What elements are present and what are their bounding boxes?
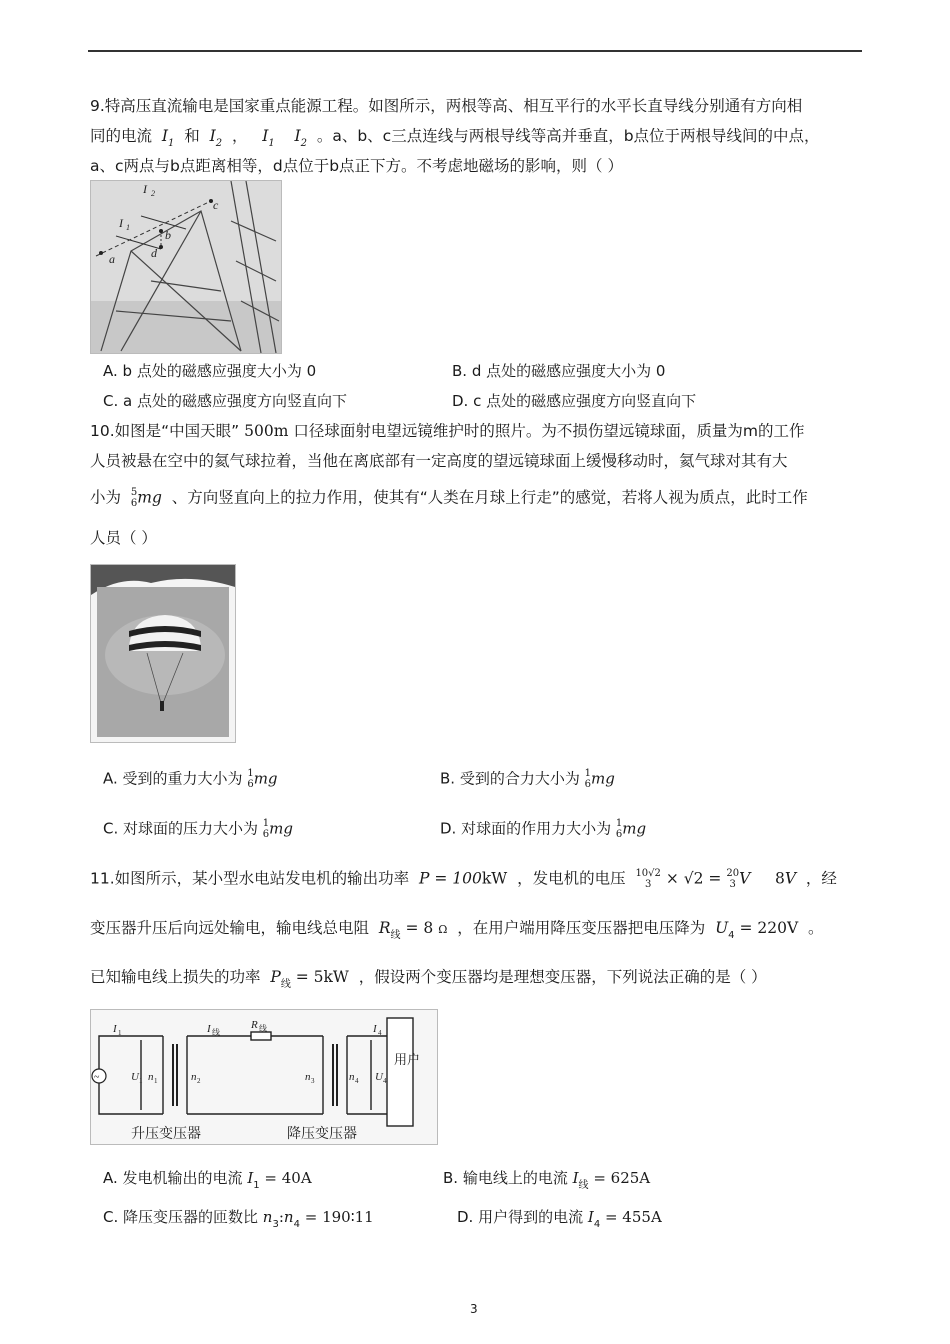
- q9-option-d[interactable]: D. c 点处的磁感应强度方向竖直向下: [452, 392, 697, 410]
- fig-label-d: d: [151, 246, 157, 260]
- q9-power-line-photo: [90, 180, 282, 354]
- diagram-label-u1: U: [131, 1071, 139, 1083]
- q9-option-b[interactable]: B. d 点处的磁感应强度大小为 0: [452, 362, 666, 380]
- diagram-label-i4: I: [373, 1023, 377, 1035]
- q11-line-2: 变压器升压后向远处输电，输电线总电阻 $R_线 = 8$ Ω ，在用户端用降压变压器把电压降为 $U_4 = 220V$ 。: [90, 919, 824, 941]
- q11-line-1: 11.如图所示，某小型水电站发电机的输出功率 P = 100kW ，发电机的电压 10√2 3 × √2 = 20 3 V 8V ，经: [90, 868, 837, 890]
- svg-text:线: 线: [212, 1028, 220, 1037]
- q11-line-3: 已知输电线上损失的功率 $P_线 = 5kW$ ，假设两个变压器均是理想变压器，下列说法正确的是（ ）: [90, 968, 767, 990]
- svg-text:2: 2: [197, 1077, 201, 1085]
- svg-text:3: 3: [311, 1077, 315, 1085]
- q10-option-b[interactable]: B. 受到的合力大小为 1 6 mg: [440, 768, 615, 790]
- svg-text:1: 1: [126, 223, 130, 232]
- diagram-label-r-line: R: [251, 1019, 258, 1031]
- q11-option-c[interactable]: C. 降压变压器的匝数比 $n_3:n_4$ = 190∶11: [103, 1208, 374, 1230]
- header-rule: [88, 50, 862, 52]
- fig-label-a: a: [109, 252, 115, 266]
- q9-line-3: a、c两点与b点距离相等，d点位于b点正下方。不考虑地磁场的影响，则（ ）: [90, 157, 623, 175]
- q10-line-4: 人员（ ）: [90, 529, 157, 547]
- diagram-label-i1: I: [113, 1023, 117, 1035]
- svg-text:1: 1: [154, 1077, 158, 1085]
- q11-option-b[interactable]: B. 输电线上的电流 $I_线 = 625A$: [443, 1169, 651, 1191]
- page-number: 3: [470, 1302, 478, 1316]
- q11-transformer-diagram: [90, 1009, 438, 1145]
- q11-option-d[interactable]: D. 用户得到的电流 $I_4 = 455A$: [457, 1208, 662, 1230]
- svg-text:1: 1: [118, 1029, 122, 1037]
- fig-label-i2: I: [143, 182, 147, 196]
- q10-option-c[interactable]: C. 对球面的压力大小为 1 6 mg: [103, 818, 293, 840]
- svg-text:4: 4: [378, 1029, 382, 1037]
- q10-line-1: 10.如图是“中国天眼” 500m 口径球面射电望远镜维护时的照片。为不损伤望远镜球面，质量为m的工作: [90, 422, 805, 440]
- diagram-label-n1: n: [148, 1071, 154, 1083]
- diagram-label-user: 用户: [394, 1052, 421, 1067]
- diagram-label-step-up: 升压变压器: [131, 1126, 201, 1142]
- fig-label-i1: I: [119, 216, 123, 230]
- fig-label-c: c: [213, 198, 219, 212]
- diagram-label-i-line: I: [207, 1023, 211, 1035]
- q10-line-3: 小为 5 6 mg 、方向竖直向上的拉力作用，使其有“人类在月球上行走”的感觉，若将人视为质点，此时工作: [90, 487, 808, 509]
- diagram-label-u4: U: [375, 1071, 383, 1083]
- q10-balloon-photo: [90, 564, 236, 743]
- diagram-label-n2: n: [191, 1071, 197, 1083]
- svg-text:4: 4: [355, 1077, 359, 1085]
- diagram-label-step-down: 降压变压器: [287, 1126, 357, 1142]
- diagram-label-n4: n: [349, 1071, 355, 1083]
- fig-label-b: b: [165, 228, 171, 242]
- q10-line-2: 人员被悬在空中的氦气球拉着，当他在离底部有一定高度的望远镜球面上缓慢移动时，氦气球对其有大: [90, 452, 788, 470]
- q10-option-d[interactable]: D. 对球面的作用力大小为 1 6 mg: [440, 818, 647, 840]
- q9-option-a[interactable]: A. b 点处的磁感应强度大小为 0: [103, 362, 317, 380]
- q10-option-a[interactable]: A. 受到的重力大小为 1 6 mg: [103, 768, 278, 790]
- q9-line-1: 9.特高压直流输电是国家重点能源工程。如图所示，两根等高、相互平行的水平长直导线分别通有方向相: [90, 97, 803, 115]
- svg-text:4: 4: [383, 1077, 387, 1085]
- svg-text:线: 线: [259, 1024, 267, 1033]
- q11-option-a[interactable]: A. 发电机输出的电流 $I_1 = 40A$: [103, 1169, 312, 1191]
- q9-option-c[interactable]: C. a 点处的磁感应强度方向竖直向下: [103, 392, 347, 410]
- diagram-label-n3: n: [305, 1071, 311, 1083]
- svg-text:1: 1: [139, 1077, 143, 1085]
- svg-text:2: 2: [151, 189, 155, 198]
- q9-line-2: 同的电流 $I_1$ 和 $I_2$ ， $I_1$ $I_2$ 。a、b、c三点连线与两根导线等高并垂直，b点位于两根导线间的中点，: [90, 127, 820, 149]
- svg-text:~: ~: [94, 1072, 100, 1083]
